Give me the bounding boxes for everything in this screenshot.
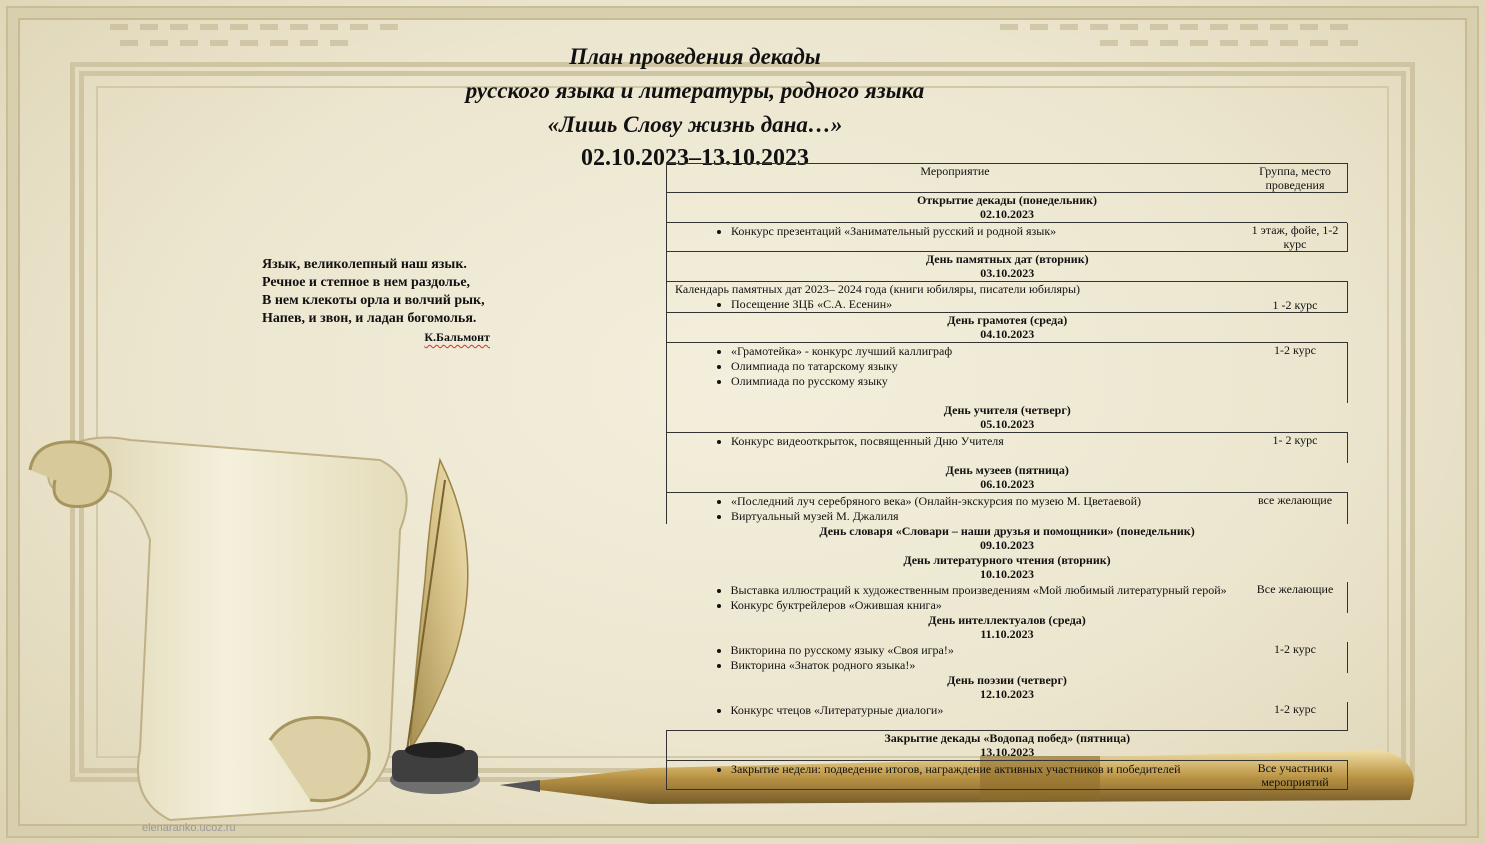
event-item: • Посещение ЗЦБ «С.А. Есенин»: [731, 297, 1237, 311]
day-date: 02.10.2023: [980, 207, 1034, 221]
day-header-row: [667, 463, 1348, 493]
table-row: [667, 642, 1348, 673]
title-dates: 02.10.2023–13.10.2023: [581, 145, 809, 171]
handwriting-decoration: [1100, 40, 1360, 46]
day-header-row: [667, 673, 1348, 702]
group-cell: Все желающие: [1243, 582, 1348, 613]
day-title: День словаря «Словари – наши друзья и помощники» (понедельник): [819, 524, 1195, 538]
table-row: [667, 223, 1348, 252]
event-item: • Викторина «Знаток родного языка!»: [731, 658, 1238, 672]
day-date: 10.10.2023: [980, 567, 1034, 581]
event-item: • Конкурс видеооткрыток, посвященный Дню Учителя: [731, 434, 1237, 448]
event-plan-table: [666, 163, 1360, 790]
poem-line: Язык, великолепный наш язык.: [262, 257, 467, 272]
event-item: • Конкурс чтецов «Литературные диалоги»: [731, 703, 1238, 717]
table-row: [667, 702, 1348, 731]
day-date: 11.10.2023: [980, 627, 1034, 641]
group-cell: 1-2 курс: [1243, 343, 1348, 404]
day-title: День грамотея (среда): [947, 313, 1068, 327]
handwriting-decoration: [1000, 24, 1360, 30]
day-title: День интеллектуалов (среда): [928, 613, 1086, 627]
day-date: 13.10.2023: [980, 745, 1035, 759]
group-cell: 1- 2 курс: [1243, 433, 1348, 464]
table-row: [667, 761, 1348, 790]
group-cell: 1-2 курс: [1243, 702, 1348, 731]
group-cell: все желающие: [1243, 493, 1348, 525]
day-header-row: [667, 731, 1348, 761]
event-item: • Конкурс презентаций «Занимательный русский и родной язык»: [731, 224, 1237, 238]
table-row: [667, 433, 1348, 464]
event-item: • «Грамотейка» - конкурс лучший каллиграф: [731, 344, 1237, 358]
title-line-3: «Лишь Слову жизнь дана…»: [547, 112, 843, 137]
table-row: [667, 582, 1348, 613]
poem-line: Напев, и звон, и ладан богомолья.: [262, 311, 477, 326]
poem-line: В нем клекоты орла и волчий рык,: [262, 293, 485, 308]
event-item: • Конкурс буктрейлеров «Ожившая книга»: [731, 598, 1238, 612]
group-cell: 1 этаж, фойе, 1-2 курс: [1243, 223, 1348, 252]
day-title: День литературного чтения (вторник): [903, 553, 1111, 567]
title-line-1: План проведения декады: [569, 44, 821, 69]
page-title-block: [430, 40, 960, 174]
group-cell: 1 -2 курс: [1243, 282, 1348, 313]
day-header-row: [667, 553, 1348, 582]
handwriting-decoration: [110, 24, 410, 30]
watermark-text: elenaranko.ucoz.ru: [142, 822, 236, 834]
group-cell: Все участники мероприятий: [1243, 761, 1348, 790]
day-header-row: [667, 313, 1348, 343]
day-header-row: [667, 613, 1348, 642]
parchment-scroll-illustration: [20, 420, 490, 830]
day-header-row: [667, 403, 1348, 433]
event-item: • «Последний луч серебряного века» (Онлайн-экскурсия по музею М. Цветаевой): [731, 494, 1237, 508]
day-title: День учителя (четверг): [943, 403, 1071, 417]
day-title: День памятных дат (вторник): [925, 252, 1089, 266]
day-header-row: [667, 524, 1348, 553]
column-header-event: Мероприятие: [667, 164, 1244, 193]
day-header-row: [667, 193, 1348, 223]
day-date: 04.10.2023: [980, 327, 1035, 341]
day-title: День поэзии (четверг): [947, 673, 1067, 687]
title-line-2: русского языка и литературы, родного языка: [465, 78, 925, 103]
handwriting-decoration: [120, 40, 360, 46]
poem-author: К.Бальмонт: [424, 330, 490, 344]
poem-line: Речное и степное в нем раздолье,: [262, 275, 471, 290]
group-cell: 1-2 курс: [1243, 642, 1348, 673]
table-header-row: [667, 164, 1348, 193]
poem-epigraph: [262, 256, 522, 346]
column-header-group: Группа, место проведения: [1243, 164, 1348, 193]
event-item: • Викторина по русскому языку «Своя игра!»: [731, 643, 1238, 657]
day-date: 09.10.2023: [980, 538, 1034, 552]
event-item: • Виртуальный музей М. Джалиля: [731, 509, 1237, 523]
event-item: • Олимпиада по русскому языку: [731, 374, 1237, 388]
event-item: • Выставка иллюстраций к художественным произведениям «Мой любимый литературный герой»: [731, 583, 1238, 597]
day-date: 06.10.2023: [980, 477, 1035, 491]
day-date: 03.10.2023: [980, 266, 1035, 280]
day-title: Закрытие декады «Водопад побед» (пятница): [884, 731, 1131, 745]
table-row: [667, 493, 1348, 525]
day-title: День музеев (пятница): [945, 463, 1069, 477]
day-title: Открытие декады (понедельник): [916, 193, 1098, 207]
event-note: Календарь памятных дат 2023– 2024 года (книги юбиляры, писатели юбиляры): [675, 282, 1081, 296]
event-item: • Закрытие недели: подведение итогов, награждение активных участников и победителей: [731, 762, 1237, 776]
table-row: [667, 343, 1348, 404]
day-date: 05.10.2023: [980, 417, 1035, 431]
day-date: 12.10.2023: [980, 687, 1034, 701]
table-row: [667, 282, 1348, 313]
event-item: • Олимпиада по татарскому языку: [731, 359, 1237, 373]
day-header-row: [667, 252, 1348, 282]
